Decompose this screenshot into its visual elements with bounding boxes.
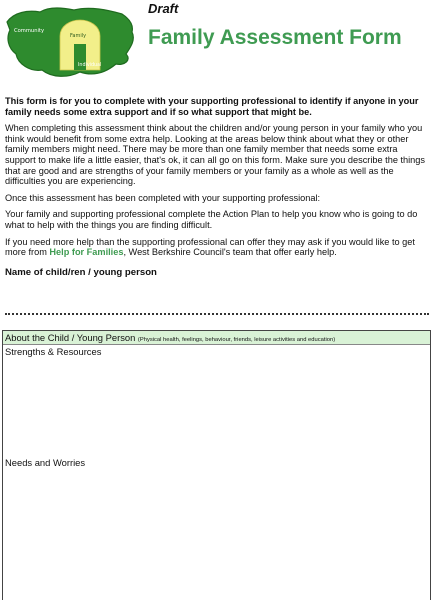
needs-worries-label: Needs and Worries — [5, 457, 86, 468]
instruction-paragraph-3: Your family and supporting professional complete the Action Plan to help you know who is going to do what to help with the things you are finding difficult. — [5, 209, 418, 230]
about-child-title: About the Child / Young Person — [5, 332, 136, 343]
logo-individual-text: Individual — [78, 63, 102, 68]
paragraph-4-after: , West Berkshire Council's team that offer early help. — [123, 247, 337, 258]
logo-community-text: Community — [14, 28, 45, 34]
intro-text: This form is for you to complete with your supporting professional to identify if anyone in your family needs some extra support and if so what support that might be. — [5, 96, 419, 117]
instruction-paragraph-2: Once this assessment has been completed with your supporting professional: — [5, 192, 321, 203]
community-family-individual-logo — [4, 0, 138, 82]
instruction-paragraph-1: When completing this assessment think about the children and/or young person in your family who you think would benefit from some extra help. Looking at the areas below think about what they or other family members might need. There may be more than one family member that needs some extra support to make life a little easier, that's ok, it can all go on this form. Make sure you describe the things that are good and are strengths of your family members or your family as a whole as well as the difficulties you are experiencing. — [5, 123, 425, 187]
paragraph-4-before: If you need more help than the supporting professional can offer they may ask if you would like to get more from — [5, 236, 415, 258]
strengths-resources-label: Strengths & Resources — [5, 346, 102, 357]
instruction-paragraph-4 — [5, 237, 429, 258]
about-child-subtitle: (Physical health, feelings, behaviour, friends, leisure activities and education) — [137, 337, 336, 343]
about-child-section — [2, 330, 431, 600]
child-name-field[interactable] — [5, 313, 429, 315]
about-child-header — [3, 331, 430, 345]
page-title: Family Assessment Form — [148, 26, 402, 49]
draft-label: Draft — [148, 1, 179, 16]
form-instructions — [5, 96, 429, 284]
help-for-families-link[interactable]: Help for Families — [49, 247, 124, 258]
child-name-label: Name of child/ren / young person — [5, 266, 157, 278]
logo-family-text: Family — [70, 33, 87, 39]
